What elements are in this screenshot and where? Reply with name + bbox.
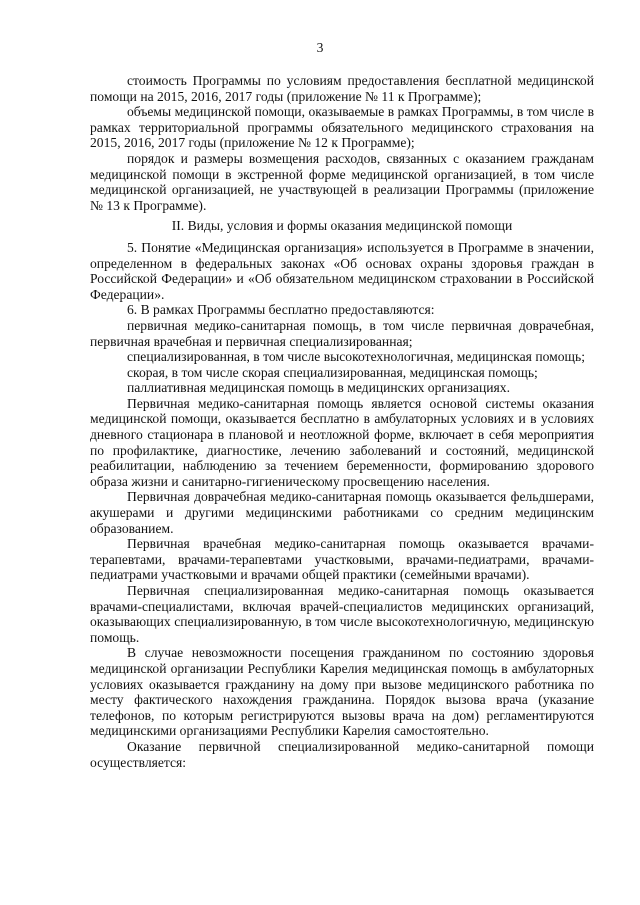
paragraph: порядок и размеры возмещения расходов, связанных с оказанием гражданам медицинской помощи в экстренной форме медицинской организацией, в том числе медицинской организацией, не участвующей в реализации Программы (приложение № 13 к Программе).	[90, 150, 594, 213]
section-heading: II. Виды, условия и формы оказания медицинской помощи	[171, 218, 513, 234]
paragraph: скорая, в том числе скорая специализированная, медицинская помощь;	[127, 364, 538, 380]
paragraph: Первичная специализированная медико-санитарная помощь оказывается врачами-специалистами, включая врачей-специалистов медицинских организаций, оказывающих специализированную, в том числе высокотехнологичную, медицинскую помощь.	[90, 583, 594, 645]
paragraph: 5. Понятие «Медицинская организация» используется в Программе в значении, определенном в федеральных законах «Об основах охраны здоровья граждан в Российской Федерации» и «Об обязательном медицинском страховании в Российской Федерации».	[90, 239, 594, 302]
paragraph: Первичная медико-санитарная помощь является основой системы оказания медицинской помощи, оказывается бесплатно в амбулаторных условиях и в условиях дневного стационара в плановой и неотложной форме, включает в себя мероприятия по профилактике, диагностике, лечению заболеваний и состояний, медицинской реабилитации, наблюдению за течением беременности, формированию здорового образа жизни и санитарно-гигиеническому просвещению населения.	[90, 395, 594, 489]
page-number: 3	[316, 40, 324, 55]
paragraph: паллиативная медицинская помощь в медицинских организациях.	[127, 380, 510, 396]
paragraph: специализированная, в том числе высокотехнологичная, медицинская помощь;	[127, 349, 585, 365]
paragraph: стоимость Программы по условиям предоставления бесплатной медицинской помощи на 2015, 2016, 2017 годы (приложение № 11 к Программе);	[90, 73, 594, 104]
paragraph: В случае невозможности посещения гражданином по состоянию здоровья медицинской организации Республики Карелия медицинская помощь в амбулаторных условиях оказывается гражданину на дому при вызове медицинского работника по месту фактического нахождения гражданина. Порядок вызова врача (указание телефонов, по которым регистрируются вызовы врача на дом) регламентируются медицинскими организациями Республики Карелия самостоятельно.	[90, 645, 594, 739]
document-body	[90, 73, 594, 770]
paragraph: Оказание первичной специализированной медико-санитарной помощи осуществляется:	[90, 738, 594, 770]
paragraph: первичная медико-санитарная помощь, в том числе первичная доврачебная, первичная врачебная и первичная специализированная;	[90, 317, 594, 349]
paragraph: 6. В рамках Программы бесплатно предоставляются:	[127, 302, 435, 318]
paragraph: Первичная врачебная медико-санитарная помощь оказывается врачами-терапевтами, врачами-терапевтами участковыми, врачами-педиатрами, врачами-педиатрами участковыми и врачами общей практики (семейными врачами).	[90, 536, 594, 583]
paragraph: объемы медицинской помощи, оказываемые в рамках Программы, в том числе в рамках территориальной программы обязательного медицинского страхования на 2015, 2016, 2017 годы (приложение № 12 к Программе);	[90, 104, 594, 151]
paragraph: Первичная доврачебная медико-санитарная помощь оказывается фельдшерами, акушерами и другими медицинскими работниками со средним медицинским образованием.	[90, 489, 594, 536]
